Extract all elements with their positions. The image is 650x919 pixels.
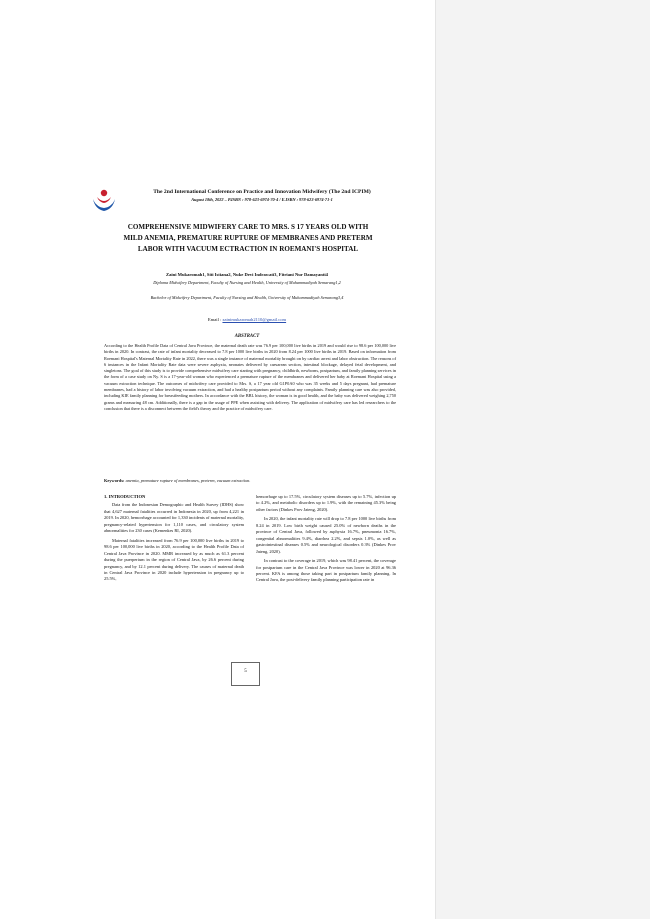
affiliation-1: Diploma Midwifery Department, Faculty of Nursing and Health, University of Muhammadiyah Semarang1,2 <box>153 280 341 285</box>
left-column <box>104 494 244 583</box>
paragraph: In 2020, the infant mortality rate will drop to 7.8 per 1000 live births from 8.24 in 2019. Low birth weight caused 25.0% of newborn deaths in the province of Central Java, followed by asphyxia 16.7%, pneumonia 16.7%, congenital abnormalities 9.4%, diarrhea 2.2%, and sepsis 1.0%, as well as gastrointestinal diseases 0.5% and neurological disorders 0.3% (Dinkes Prov Jateng, 2020). <box>256 516 396 554</box>
affiliation-2: Bachelor of Midwifery Department, Faculty of Nursing and Health, University of Muhammadiyah Semarang3,4 <box>150 295 344 300</box>
conference-isbn: August 18th, 2022 – P.ISBN : 978-623-6974-70-4 / E.ISBN : 978-623-6974-71-1 <box>191 197 333 202</box>
page-number: 5 <box>244 669 247 674</box>
right-column <box>256 494 396 584</box>
comment-pane <box>435 0 650 919</box>
paragraph: Maternal fatalities increased from 76.9 per 100,000 live births in 2019 to 98.6 per 100,000 live births in 2020, according to the Health Profile Data of Central Java Province in 2020. MMR increased by as much as 61.3 percent during the puerperium in the region of Central Java, by 26.6 percent during pregnancy, and by 12.1 percent during delivery. The causes of maternal death in Central Java Province in 2020 include hypertension in pregnancy up to 25.5%, <box>104 537 244 582</box>
keywords-label: Keywords: <box>104 478 125 483</box>
abstract-heading: ABSTRACT <box>234 334 260 339</box>
abstract-body: According to the Health Profile Data of Central Java Province, the maternal death rate was 76.9 per 100,000 live births in 2019 and would rise to 98.6 per 100,000 live births in 2020. In contrast, the rate of infant mortality decreased to 7.8 per 1000 live births in 2020 from 8.24 per 1000 live births in 2019. Based on information from Roemani Hospital's Maternal Mortality Rate in 2022, there was a single instance of maternal mortality brought on by cardiac arrest and labor obstruction. The reasons of 6 instances in the Infant Mortality Rate data were severe asphyxia, neonates delivered by caesarean section, intestinal blockage, delayed fetal development, and singletons. The goal of this study is to provide comprehensive midwifery care starting with pregnancy, childbirth, newborns, postpartum, and family planning services in the form of a case study on Ny. S is a 17-year-old woman who experienced a premature rupture of the membranes and delivered her baby at Roemani Hospital using a vacuum extraction technique. The outcomes of midwifery care provided to Mrs. S, a 17 year old G1P0A0 who was 35 weeks and 5 days pregnant, had premature membranes, had a history of labor involving vacuum extraction, and had a healthy postpartum period without any complaints. Family planning care was also provided, including KIE family planning for breastfeeding mothers. In accordance with the BBL history, the woman is in good health, and the baby was delivered weighing 2,750 grams and measuring 48 cm. Additionally, there is a gap in the usage of PPE when assisting with delivery. The application of midwifery care has led researchers to the conclusion that there is a disconnect between the field's theory and the practice of midwifery care. <box>104 343 396 411</box>
email-label: Email : <box>207 317 222 322</box>
paragraph: Data from the Indonesian Demographic and Health Survey (IDHS) show that 4,627 maternal fatalities occurred in Indonesia in 2020, up from 4,221 in 2019. In 2020, hemorrhage accounted for 1,330 incidents of maternal mortality, pregnancy-related hypertension for 1,110 cases, and circulatory system abnormalities for 230 cases (Kemenkes RI, 2020). <box>104 502 244 534</box>
section-heading: 1. INTRODUCTION <box>104 494 146 499</box>
keywords <box>104 478 396 484</box>
paper-title: COMPREHENSIVE MIDWIFERY CARE TO MRS. S 17 YEARS OLD WITH MILD ANEMIA, PREMATURE RUPTURE OF MEMBRANES AND PRETERM LABOR WITH VACUUM ECTRACTION IN ROEMANI'S HOSPITAL <box>123 223 373 253</box>
paragraph: In contrast to the coverage in 2019, which was 98.41 percent, the coverage for postpartum care in the Central Java Province was lower in 2020 at 96.36 percent. KFA is among those taking part in postpartum family planning. In Central Java, the post-delivery family planning participation rate in <box>256 558 396 583</box>
email-line <box>104 317 390 322</box>
page-number-box <box>231 662 260 686</box>
authors: Zaini Mukaromah1, Siti Istiana2, Nuke Devi Indrawati3, Fitriani Nur Damayanti4 <box>166 272 328 277</box>
conference-logo-icon <box>91 185 117 213</box>
email-link[interactable]: zainimukaromah2110@gmail.com <box>222 317 287 322</box>
conference-header <box>91 185 401 215</box>
paragraph: hemorrhage up to 17.5%, circulatory system diseases up to 5.7%, infection up to 4.2%, and metabolic disorders up to 1.9%, with the remaining 45.3% being other factors (Dinkes Prov Jateng, 2020). <box>256 494 396 512</box>
conference-title: The 2nd International Conference on Practice and Innovation Midwifery (The 2nd ICPIM) <box>153 189 371 195</box>
keywords-text: anemia, premature rupture of membranes, preterm, vacuum extraction. <box>125 478 251 483</box>
